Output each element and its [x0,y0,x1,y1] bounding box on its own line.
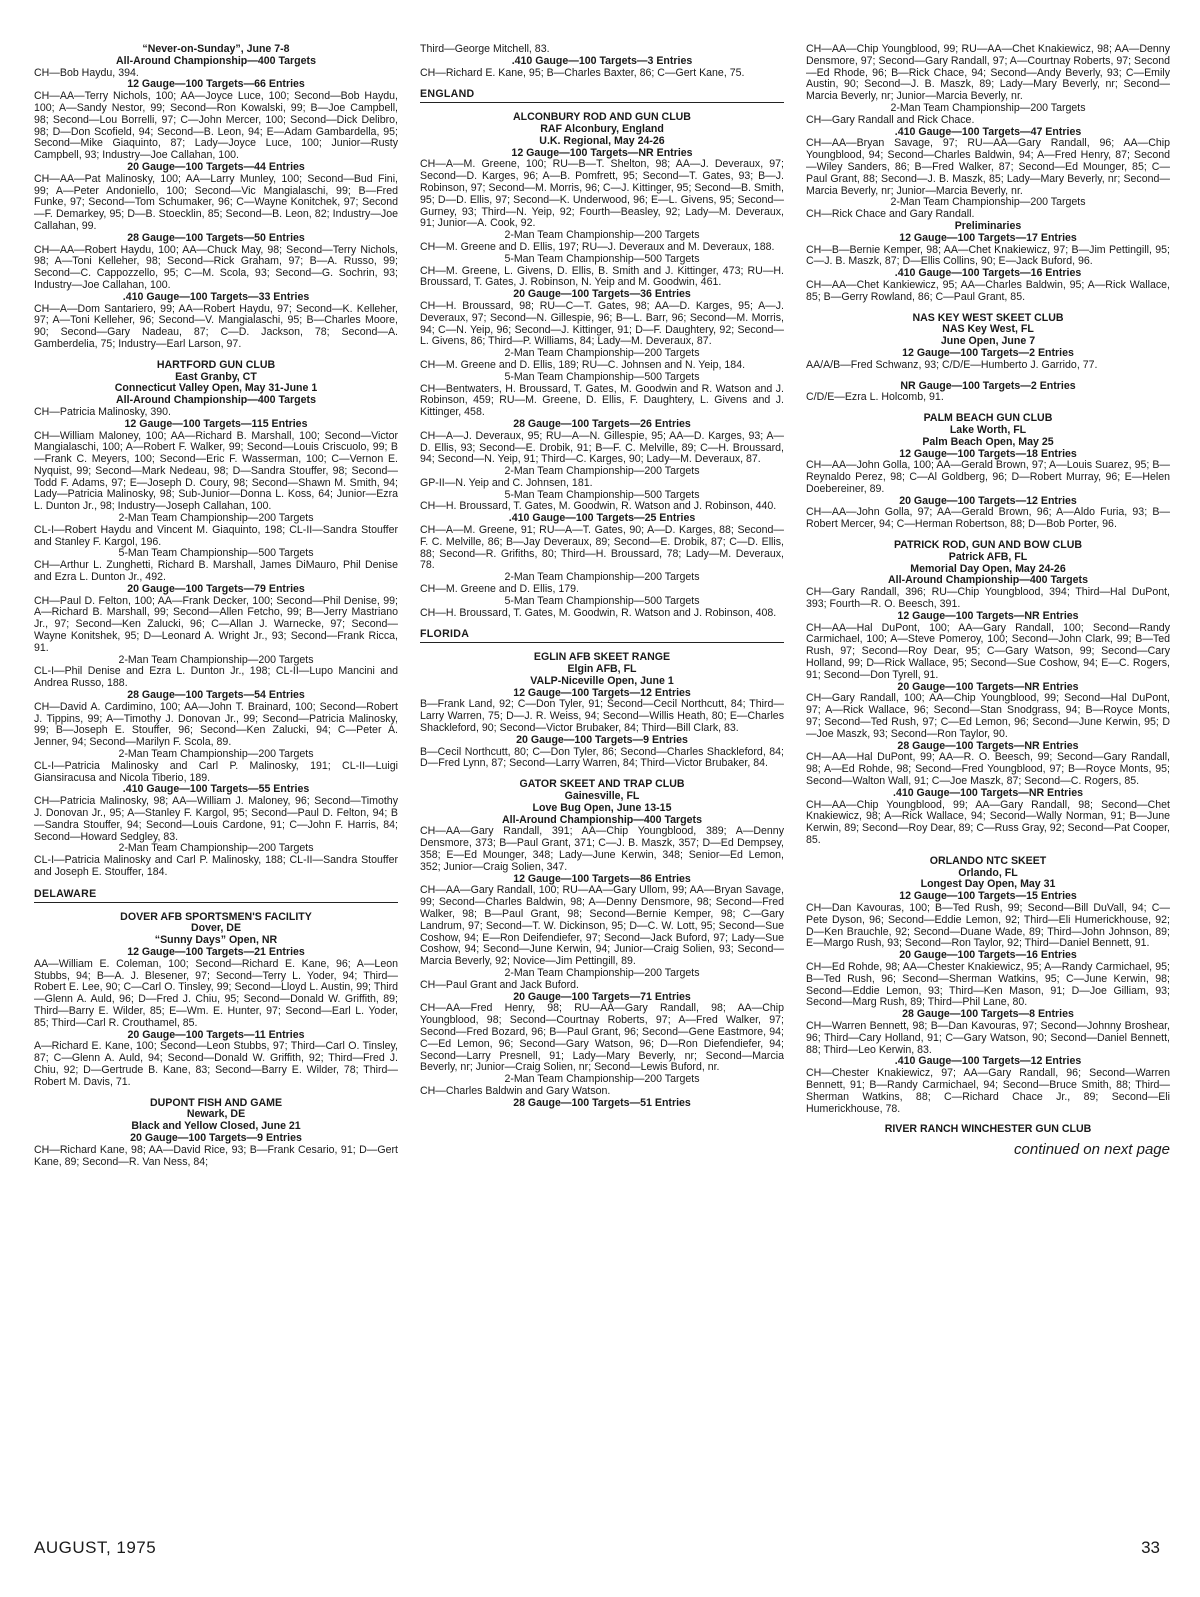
results-text: CH—David A. Cardimino, 100; AA—John T. Brainard, 100; Second—Robert J. Tippins, 99; A—Timothy J. Donovan Jr., 99; Second—Patricia Malinosky, 99; B—Joseph E. Stouffer, 96; Second—Ken Zalucki, 94; C—Peter A. Jenner, 94; Second—Marilyn F. Scola, 89. [34,700,398,749]
results-text: CH—AA—Chip Youngblood, 99; AA—Gary Randall, 98; Second—Chet Knakiewicz, 98; A—Rick Wallace, 94; Second—Wally Norman, 91; B—June Kerwin, 89; Second—Roy Dear, 89; C—Russ Gray, 92; Second—Pat Cooper, 85. [806,798,1170,846]
results-text: CL-I—Phil Denise and Ezra L. Dunton Jr., 198; CL-II—Lupo Mancini and Andrea Russo, 188. [34,665,398,690]
section-heading: Preliminaries [954,219,1022,232]
results-text: CH—Arthur L. Zunghetti, Richard B. Marshall, James DiMauro, Phil Denise and Ezra L. Dunton Jr., 492. [34,559,398,584]
results-text: CH—Patricia Malinosky, 98; AA—William J. Maloney, 96; Second—Timothy J. Donovan Jr., 95; A—Stanley F. Kargol, 95; Second—Paul D. Felton, 94; B—Sandra Stouffer, 94; Second—Louis Cardone, 91; C—John F. Harris, 84; Second—Howard Sedgley, 83. [34,795,398,843]
results-text: CH—AA—Fred Henry, 98; RU—AA—Gary Randall, 98; AA—Chip Youngblood, 98; Second—Courtnay Roberts, 97; A—Fred Walker, 97; Second—Fred Bozard, 96; B—Paul Grant, 96; Second—Gene Eastmore, 94; C—Ed Lemon, 96; Second—Gary Watson, 96; D—Ron Diefendiefer, 94; Second—Larry Presnell, 91; Lady—Mary Beverly, nr; Second—Marcia Beverly, nr; Junior—Craig Solien, nr; Second—Lewis Buford, nr. [420,1002,784,1074]
results-text: CH—A—Dom Santariero, 99; AA—Robert Haydu, 97; Second—K. Kelleher, 97; A—Toni Kelleher, 96; Second—V. Mangialaschi, 95; B—Charles Moore, 90; Second—Gary Nadeau, 87; C—D. Jackson, 78; Second—A. Gamberdelia, 75; Industry—Earl Larson, 97. [34,302,398,350]
results-text: CH—Paul Grant and Jack Buford. [420,978,579,991]
results-text: CH—Richard E. Kane, 95; B—Charles Baxter, 86; C—Gert Kane, 75. [420,66,745,79]
club-heading: RIVER RANCH WINCHESTER GUN CLUB [884,1123,1092,1136]
section-heading: Black and Yellow Closed, June 21 [131,1120,301,1133]
section-heading: .410 Gauge—100 Targets—55 Entries [122,783,310,796]
page-number: 33 [1141,1538,1160,1557]
section-heading: Dover, DE [190,922,242,935]
team-heading: 2-Man Team Championship—200 Targets [118,748,314,761]
results-text: CH—H. Broussard, 98; RU—C—T. Gates, 98; AA—D. Karges, 95; A—J. Deveraux, 97; Second—N. Gillespie, 96; B—L. Barr, 96; Second—M. Morris, 94; C—N. Yeip, 96; Second—J. Kittinger, 91; D—F. Daughtery, 92; Second—L. Givens, 86; Third—P. Williams, 84; Lady—M. Deveraux, 87. [420,299,784,348]
section-heading: All-Around Championship—400 Targets [888,574,1088,587]
results-text: CH—Charles Baldwin and Gary Watson. [420,1084,611,1097]
section-heading: 12 Gauge—100 Targets—66 Entries [127,78,305,91]
section-heading: 20 Gauge—100 Targets—12 Entries [899,494,1077,507]
results-text: B—Frank Land, 92; C—Don Tyler, 91; Second—Cecil Northcutt, 84; Third—Larry Warren, 75; D—J. R. Weiss, 94; Second—Willis Heath, 80; E—Charles Shackleford, 90; Second—Victor Brubaker, 84; Third—Bill Clark, 83. [420,698,784,735]
state-heading: DELAWARE [34,889,398,903]
issue-date: AUGUST, 1975 [34,1538,157,1557]
results-text: CH—H. Broussard, T. Gates, M. Goodwin, R. Watson and J. Robinson, 408. [420,606,777,619]
results-text: CL-I—Patricia Malinosky and Carl P. Malinosky, 188; CL-II—Sandra Stouffer and Joseph E. Stouffer, 184. [34,854,398,878]
section-heading: 28 Gauge—100 Targets—51 Entries [513,1096,691,1109]
club-heading: ALCONBURY ROD AND GUN CLUB [513,111,691,124]
results-text: CH—Patricia Malinosky, 390. [34,405,171,418]
state-heading: ENGLAND [420,89,784,103]
section-heading: 12 Gauge—100 Targets—17 Entries [899,231,1077,244]
results-text: CH—AA—John Golla, 97; AA—Gerald Brown, 96; A—Aldo Furia, 93; B—Robert Mercer, 94; C—Herman Robertson, 88; D—Bob Porter, 96. [806,506,1170,531]
results-text: CH—AA—Chip Youngblood, 99; RU—AA—Chet Knakiewicz, 98; AA—Denny Densmore, 97; Second—Gary Randall, 97; A—Courtnay Roberts, 97; Second—Ed Rhode, 96; B—Rick Chace, 94; Second—Andy Beverly, 93; C—Emily Austin, 90; Second—J. B. Maszk, 89; Lady—Mary Beverly, nr; Second—Marcia Beverly, nr; Junior—Marcia Beverly, nr. [806,44,1170,103]
results-text: AA/A/B—Fred Schwanz, 93; C/D/E—Humberto J. Garrido, 77. [806,358,1098,371]
results-text: CH—AA—Chet Kankiewicz, 95; AA—Charles Baldwin, 95; A—Rick Wallace, 85; B—Gerry Rowland, 86; C—Paul Grant, 85. [806,278,1170,303]
team-heading: 5-Man Team Championship—500 Targets [118,547,314,560]
results-text: CH—Ed Rohde, 98; AA—Chester Knakiewicz, 95; A—Randy Carmichael, 95; B—Ted Rush, 96; Second—Sherman Watkins, 95; C—June Kerwin, 98; Second—Eddie Lemon, 93; Third—Ken Mason, 91; D—Joe Gilliam, 93; Second—Marg Rush, 89; Third—Phil Lane, 80. [806,960,1170,1009]
results-text: GP-II—N. Yeip and C. Johnsen, 181. [420,476,593,489]
section-heading: 12 Gauge—100 Targets—12 Entries [513,686,691,699]
section-heading: 12 Gauge—100 Targets—2 Entries [902,346,1074,359]
section-heading: NAS Key West, FL [942,323,1034,336]
section-heading: 12 Gauge—100 Targets—86 Entries [513,872,691,885]
section-heading: Gainesville, FL [564,790,640,803]
section-heading: 28 Gauge—100 Targets—NR Entries [897,739,1079,752]
section-heading: “Sunny Days” Open, NR [154,934,278,947]
team-heading: 5-Man Team Championship—500 Targets [504,488,700,501]
section-heading: .410 Gauge—100 Targets—47 Entries [894,125,1082,138]
results-text: CH—A—M. Greene, 91; RU—A—T. Gates, 90; A—D. Karges, 88; Second—F. C. Melville, 86; B—Jay Deveraux, 89; Second—E. Drobik, 87; C—D. Ellis, 88; Second—R. Grifiths, 80; Third—H. Broussard, 78; Lady—M. Deveraux, 78. [420,524,784,572]
article-columns [34,44,1170,1510]
results-text: CH—M. Greene, L. Givens, D. Ellis, B. Smith and J. Kittinger, 473; RU—H. Broussard, T. Gates, J. Robinson, N. Yeip and M. Goodwin, 461. [420,264,784,289]
club-heading: EGLIN AFB SKEET RANGE [533,651,671,664]
team-heading: 5-Man Team Championship—500 Targets [504,594,700,607]
team-heading: 2-Man Team Championship—200 Targets [504,1073,700,1086]
results-text: CH—A—M. Greene, 100; RU—B—T. Shelton, 98; AA—J. Deveraux, 97; Second—D. Karges, 96; A—B. Pomfrett, 95; Second—T. Gates, 93; B—J. Robinson, 97; Second—M. Morris, 96; C—J. Kittinger, 95; Second—B. Smith, 95; D—D. Ellis, 97; Second—K. Underwood, 96; E—L. Givens, 95; Second—Gurney, 93; Third—N. Yeip, 92; Fourth—Beasley, 92; Lady—M. Deveraux, 91; Junior—A. Cook, 92. [420,158,784,230]
team-heading: 2-Man Team Championship—200 Targets [890,101,1086,114]
section-heading: 20 Gauge—100 Targets—9 Entries [130,1131,302,1144]
results-text: CH—AA—Terry Nichols, 100; AA—Joyce Luce, 100; Second—Bob Haydu, 100; A—Sandy Nestor, 99; Second—Ron Kowalski, 99; B—Joe Campbell, 98; Second—Lou Borrelli, 97; C—John Mercer, 100; Second—Dick Delibro, 98; D—Don Scofield, 94; Second—B. Leon, 94; E—Adam Gambardella, 95; Second—Mike Giaquinto, 87; Lady—Joyce Luce, 100; Junior—Rusty Campbell, 93; Industry—Joe Callahan, 100. [34,90,398,162]
club-heading: PATRICK ROD, GUN AND BOW CLUB [893,539,1083,552]
section-heading: Connecticut Valley Open, May 31-June 1 [114,382,318,395]
section-heading: 20 Gauge—100 Targets—71 Entries [513,990,691,1003]
section-heading: 12 Gauge—100 Targets—15 Entries [899,890,1077,903]
column-3 [806,44,1170,1510]
team-heading: 5-Man Team Championship—500 Targets [504,252,700,265]
club-heading: ORLANDO NTC SKEET [929,854,1047,867]
section-heading: All-Around Championship—400 Targets [502,813,702,826]
team-heading: 2-Man Team Championship—200 Targets [118,842,314,855]
section-heading: 12 Gauge—100 Targets—NR Entries [511,146,693,159]
results-text: CH—Dan Kavouras, 100; B—Ted Rush, 99; Second—Bill DuVall, 94; C—Pete Dyson, 96; Second—Eddie Lemon, 92; Third—Eli Humerickhouse, 92; D—Ken Brauchle, 92; Second—Duane Wade, 89; Third—John Johnson, 89; E—Margo Rush, 93; Second—Ron Taylor, 92; Third—Daniel Bennett, 91. [806,901,1170,950]
results-text: CH—Chester Knakiewicz, 97; AA—Gary Randall, 96; Second—Warren Bennett, 91; B—Randy Carmichael, 94; Second—Bruce Smith, 88; Third—Sherman Watkins, 88; C—Richard Chace Jr., 89; Second—Eli Humerickhouse, 78. [806,1067,1170,1115]
section-heading: .410 Gauge—100 Targets—25 Entries [508,512,696,525]
section-heading: 20 Gauge—100 Targets—36 Entries [513,288,691,301]
results-text: CH—Bentwaters, H. Broussard, T. Gates, M. Goodwin and R. Watson and J. Robinson, 459; RU—M. Greene, D. Ellis, F. Daughtery, L. Givens and J. Kittinger, 458. [420,382,784,419]
section-heading: 12 Gauge—100 Targets—21 Entries [127,945,305,958]
results-text: CH—Gary Randall and Rick Chace. [806,113,975,126]
team-heading: 2-Man Team Championship—200 Targets [504,465,700,478]
results-text: CH—AA—Hal DuPont, 99; AA—R. O. Beesch, 99; Second—Gary Randall, 98; A—Ed Rohde, 98; Second—Fred Youngblood, 97; B—Royce Monts, 95; Second—Walton Wall, 91; C—Joe Maszk, 87; Second—C. Rogers, 85. [806,751,1170,788]
results-text: CH—A—J. Deveraux, 95; RU—A—N. Gillespie, 95; AA—D. Karges, 93; A—D. Ellis, 93; Second—E. Drobik, 91; B—F. C. Melville, 89; C—H. Broussard, 94; Second—N. Yeip, 91; Third—C. Karges, 90; Lady—M. Deveraux, 87. [420,429,784,466]
club-heading: DOVER AFB SPORTSMEN'S FACILITY [120,910,312,923]
team-heading: 2-Man Team Championship—200 Targets [504,966,700,979]
team-heading: 2-Man Team Championship—200 Targets [504,571,700,584]
team-heading: 2-Man Team Championship—200 Targets [504,347,700,360]
section-heading: .410 Gauge—100 Targets—NR Entries [893,786,1083,799]
results-text: CH—Paul D. Felton, 100; AA—Frank Decker, 100; Second—Phil Denise, 99; A—Richard B. Marshall, 99; Second—Allen Fetcho, 99; B—Jerry Mastriano Jr., 97; Second—Ken Zalucki, 96; C—Allan J. Warnecke, 97; Second—Wayne Konitshek, 95; D—Leonard A. Wright Jr., 93; Second—Frank Ricca, 91. [34,594,398,654]
results-text: CH—Bob Haydu, 394. [34,66,139,79]
results-text: CH—AA—Bryan Savage, 97; RU—AA—Gary Randall, 96; AA—Chip Youngblood, 94; Second—Charles Baldwin, 94; A—Fred Henry, 87; Second—Wiley Sanders, 86; B—Fred Walker, 87; Second—Ed Mounger, 85; C—Paul Grant, 88; Second—J. B. Maszk, 85; Lady—Mary Beverly, nr; Second—Marcia Beverly, nr; Junior—Marcia Beverly, nr. [806,137,1170,197]
results-text: CH—AA—Hal DuPont, 100; AA—Gary Randall, 100; Second—Randy Carmichael, 100; A—Steve Pomeroy, 100; Second—John Clark, 99; B—Ted Rush, 97; Second—Roy Dear, 95; C—Gary Watson, 99; Second—Cary Holland, 99; D—Rick Wallace, 95; Second—Sue Coshow, 94; E—C. Rogers, 91; Second—Don Tyrell, 91. [806,621,1170,681]
section-heading: .410 Gauge—100 Targets—16 Entries [894,267,1082,280]
results-text: CH—H. Broussard, T. Gates, M. Goodwin, R. Watson and J. Robinson, 440. [420,500,777,513]
club-heading: HARTFORD GUN CLUB [156,358,276,371]
section-heading: Longest Day Open, May 31 [920,878,1056,891]
results-text: CH—Gary Randall, 396; RU—Chip Youngblood, 394; Third—Hal DuPont, 393; Fourth—R. O. Beesch, 391. [806,586,1170,611]
results-text: CL-I—Patricia Malinosky and Carl P. Malinosky, 191; CL-II—Luigi Giansiracusa and Nicola Tiberio, 189. [34,759,398,784]
section-heading: Elgin AFB, FL [567,663,637,676]
team-heading: 2-Man Team Championship—200 Targets [504,229,700,242]
continued-note: continued on next page [1014,1141,1170,1159]
section-heading: East Granby, CT [175,370,257,383]
section-heading: 20 Gauge—100 Targets—16 Entries [899,949,1077,962]
section-heading: 20 Gauge—100 Targets—79 Entries [127,582,305,595]
results-text: CH—AA—Gary Randall, 391; AA—Chip Youngblood, 389; A—Denny Densmore, 373; B—Paul Grant, 371; C—J. B. Maszk, 357; D—Ed Dempsey, 358; E—Ed Mounger, 348; Lady—June Kerwin, 348; Senior—Ed Lemon, 352; Junior—Craig Solien, 347. [420,825,784,873]
results-text: A—Richard E. Kane, 100; Second—Leon Stubbs, 97; Third—Carl O. Tinsley, 87; C—Glenn A. Auld, 94; Second—Donald W. Griffith, 92; Third—Fred J. Chiu, 92; D—Gertrude B. Kane, 83; Second—Barry E. Wilder, 78; Third—Robert M. Davis, 71. [34,1040,398,1088]
results-text: CH—AA—Pat Malinosky, 100; AA—Larry Munley, 100; Second—Bud Fini, 99; A—Peter Andoniello, 100; Second—Vic Mangialaschi, 99; B—Fred Funke, 97; Second—Tom Schumaker, 96; C—Wayne Konitchek, 97; Second—F. Demarkey, 95; D—B. Stoecklin, 85; Second—B. Leon, 82; Industry—Joe Callahan, 99. [34,172,398,232]
section-heading: 20 Gauge—100 Targets—9 Entries [516,733,688,746]
section-heading: .410 Gauge—100 Targets—3 Entries [511,54,693,67]
section-heading: VALP-Niceville Open, June 1 [530,674,674,687]
section-heading: U.K. Regional, May 24-26 [539,134,665,147]
results-text: CH—William Maloney, 100; AA—Richard B. Marshall, 100; Second—Victor Mangialaschi, 100; A—Robert F. Walker, 99; Second—Louis Criscuolo, 99; B—Frank C. Meyers, 100; Second—Eric F. Wasserman, 100; C—Vernon E. Nyquist, 99; Second—Mark Nedeau, 98; D—Sandra Stouffer, 98; Second—Todd F. Adams, 97; E—Joseph D. Coury, 98; Second—Shawn M. Smith, 94; Lady—Patricia Malinosky, 98; Sub-Junior—Donna L. Koss, 64; Junior—Ezra L. Dunton Jr., 98; Industry—Joseph Callahan, 100. [34,429,398,513]
section-heading: Orlando, FL [958,866,1018,879]
section-heading: June Open, June 7 [940,335,1036,348]
club-heading: PALM BEACH GUN CLUB [923,412,1053,425]
team-heading: 5-Man Team Championship—500 Targets [504,370,700,383]
team-heading: 2-Man Team Championship—200 Targets [890,196,1086,209]
section-heading: 20 Gauge—100 Targets—NR Entries [897,680,1079,693]
section-heading: 28 Gauge—100 Targets—50 Entries [127,231,305,244]
results-text: CH—Gary Randall, 100; AA—Chip Youngblood, 99; Second—Hal DuPont, 97; A—Rick Wallace, 96; Second—Stan Snodgrass, 94; B—Royce Monts, 97; Second—Ted Rush, 97; C—Ed Lemon, 96; Second—June Kerwin, 95; D—Joe Maszk, 93; Second—Ron Taylor, 90. [806,692,1170,740]
section-heading: 28 Gauge—100 Targets—54 Entries [127,689,305,702]
results-text: CH—AA—John Golla, 100; AA—Gerald Brown, 97; A—Louis Suarez, 95; B—Reynaldo Perez, 98; C—Al Goldberg, 96; D—Robert Murray, 96; E—Helen Doebereiner, 89. [806,459,1170,495]
section-heading: Love Bug Open, June 13-15 [532,801,672,814]
column-1 [34,44,398,1510]
results-text: CH—M. Greene and D. Ellis, 189; RU—C. Johnsen and N. Yeip, 184. [420,358,746,371]
section-heading: Memorial Day Open, May 24-26 [910,562,1066,575]
section-heading: 20 Gauge—100 Targets—11 Entries [127,1028,305,1041]
results-text: B—Cecil Northcutt, 80; C—Don Tyler, 86; Second—Charles Shackleford, 84; D—Fred Lynn, 87; Second—Larry Warren, 84; Third—Victor Brubaker, 84. [420,745,784,770]
results-text: Third—George Mitchell, 83. [420,44,550,55]
section-heading: Newark, DE [186,1108,246,1121]
section-heading: 28 Gauge—100 Targets—26 Entries [513,417,691,430]
results-text: CH—Warren Bennett, 98; B—Dan Kavouras, 97; Second—Johnny Broshear, 96; Third—Cary Holland, 91; C—Gary Watson, 90; Second—Daniel Bennett, 88; Third—Leo Kerwin, 83. [806,1019,1170,1056]
results-text: AA—William E. Coleman, 100; Second—Richard E. Kane, 96; A—Leon Stubbs, 94; B—A. J. Blesener, 97; Second—Terry L. Yoder, 94; Third—Robert E. Lee, 90; C—Carl O. Tinsley, 99; Second—Lloyd L. Austin, 99; Third—Glenn A. Auld, 96; D—Fred J. Chiu, 95; Second—Donald W. Griffith, 89; Third—Barry E. Wilder, 85; E—Wm. E. Hunter, 97; Second—Earl L. Yoder, 85; Third—Carl R. Crouthamel, 85. [34,957,398,1029]
results-text: CH—M. Greene and D. Ellis, 179. [420,583,579,596]
section-heading: Patrick AFB, FL [948,550,1028,563]
club-heading: NR Gauge—100 Targets—2 Entries [900,379,1076,392]
team-heading: 2-Man Team Championship—200 Targets [118,653,314,666]
club-heading: GATOR SKEET AND TRAP CLUB [519,778,685,791]
section-heading: .410 Gauge—100 Targets—33 Entries [122,290,310,303]
results-text: CH—M. Greene and D. Ellis, 197; RU—J. Deveraux and M. Deveraux, 188. [420,240,775,253]
results-text: CH—Rick Chace and Gary Randall. [806,208,975,221]
section-heading: .410 Gauge—100 Targets—12 Entries [894,1055,1082,1068]
section-heading: 12 Gauge—100 Targets—18 Entries [899,447,1077,460]
state-heading: FLORIDA [420,629,784,643]
section-heading: 12 Gauge—100 Targets—115 Entries [124,417,308,430]
club-heading: DUPONT FISH AND GAME [149,1096,283,1109]
results-text: CH—AA—Robert Haydu, 100; AA—Chuck May, 98; Second—Terry Nichols, 98; A—Toni Kelleher, 98; Second—Rick Graham, 97; B—A. Russo, 99; Second—C. Cappozzello, 95; C—M. Scola, 93; Second—G. Sochrin, 93; Industry—Joe Callahan, 100. [34,243,398,291]
section-heading: RAF Alconbury, England [540,122,664,135]
section-heading: All-Around Championship—400 Targets [116,54,316,67]
section-heading: 28 Gauge—100 Targets—8 Entries [902,1008,1074,1021]
section-heading: Palm Beach Open, May 25 [922,435,1054,448]
section-heading: 20 Gauge—100 Targets—44 Entries [127,160,305,173]
results-text: CH—AA—Gary Randall, 100; RU—AA—Gary Ullom, 99; AA—Bryan Savage, 99; Second—Charles Baldwin, 98; A—Denny Densmore, 98; Second—Fred Walker, 98; B—Paul Grant, 98; Second—Bernie Kemper, 98; C—Gary Landrum, 97; Second—T. W. Dickinson, 95; D—C. W. Lott, 95; Second—Sue Coshow, 94; E—Ron Deifendiefer, 97; Second—Jack Buford, 97; Lady—Sue Coshow, 94; Second—June Kerwin, 94; Junior—Craig Solien, 93; Second—Marcia Beverly, 92; Novice—Jim Pettingill, 89. [420,884,784,968]
section-heading: “Never-on-Sunday”, June 7-8 [142,44,290,55]
results-text: CL-I—Robert Haydu and Vincent M. Giaquinto, 198; CL-II—Sandra Stouffer and Stanley F. Kargol, 196. [34,523,398,548]
results-text: CH—Richard Kane, 98; AA—David Rice, 93; B—Frank Cesario, 91; D—Gert Kane, 89; Second—R. Van Ness, 84; [34,1143,398,1168]
results-text: C/D/E—Ezra L. Holcomb, 91. [806,391,944,404]
team-heading: 2-Man Team Championship—200 Targets [118,512,314,525]
section-heading: All-Around Championship—400 Targets [116,394,316,407]
section-heading: 12 Gauge—100 Targets—NR Entries [897,609,1079,622]
section-heading: Lake Worth, FL [949,423,1027,436]
column-2 [420,44,784,1510]
results-text: CH—B—Bernie Kemper, 98; AA—Chet Knakiewicz, 97; B—Jim Pettingill, 95; C—J. B. Maszk, 87; D—Ellis Collins, 90; E—Jack Buford, 96. [806,243,1170,268]
club-heading: NAS KEY WEST SKEET CLUB [912,311,1064,324]
